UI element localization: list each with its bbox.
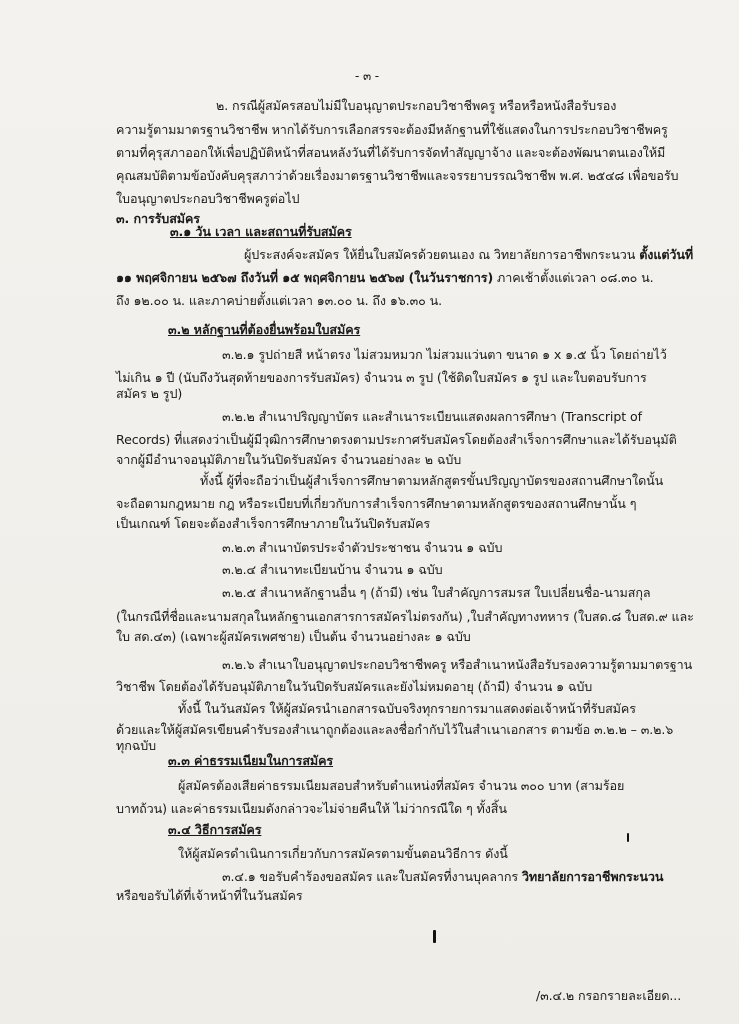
s3-1-line-1 [244,247,693,263]
s3-2-line-11: ๓.๒.๔ สำเนาทะเบียนบ้าน จำนวน ๑ ฉบับ [222,562,443,577]
s3-4-line-3: หรือขอรับได้ที่เจ้าหน้าที่ในวันสมัคร [116,888,303,903]
s3-1-line-1-text: ผู้ประสงค์จะสมัคร ให้ยื่นใบสมัครด้วยตนเอง ณ วิทยาลัยการอาชีพกระนวน [244,247,640,262]
s3-2-line-19: ทุกฉบับ [116,738,156,753]
s3-2-line-8: จะถือตามกฎหมาย กฎ หรือระเบียบที่เกี่ยวกับการสำเร็จการศึกษาตามหลักสูตรของสถานศึกษานั้น ๆ [116,496,637,511]
s3-2-line-3: สมัคร ๒ รูป) [116,386,183,401]
scan-mark [433,930,436,943]
s3-2-line-16: วิชาชีพ โดยต้องได้รับอนุมัติภายในวันปิดรับสมัครและยังไม่หมดอายุ (ถ้ามี) จำนวน ๑ ฉบับ [116,679,593,694]
s3-2-line-7: ทั้งนี้ ผู้ที่จะถือว่าเป็นผู้สำเร็จการศึกษาตามหลักสูตรขั้นปริญญาบัตรของสถานศึกษาใดนั้น [200,473,664,488]
s3-2-line-6: จากผู้มีอำนาจอนุมัติภายในวันปิดรับสมัคร จำนวนอย่างละ ๒ ฉบับ [116,452,462,467]
s3-2-line-4: ๓.๒.๒ สำเนาปริญญาบัตร และสำเนาระเบียนแสดงผลการศึกษา (Transcript of [222,409,642,424]
s3-2-line-5: Records) ที่แสดงว่าเป็นผู้มีวุฒิการศึกษาตรงตามประกาศรับสมัครโดยต้องสำเร็จการศึกษาและได้รับอนุมัติ [116,432,677,447]
s3-4-line-2-text: ๓.๔.๑ ขอรับคำร้องขอสมัคร และใบสมัครที่งานบุคลากร [222,869,522,884]
s3-2-line-1: ๓.๒.๑ รูปถ่ายสี หน้าตรง ไม่สวมหมวก ไม่สวมแว่นตา ขนาด ๑ x ๑.๕ นิ้ว โดยถ่ายไว้ [222,347,667,362]
s3-2-line-14: ใบ สด.๔๓) (เฉพาะผู้สมัครเพศชาย) เป็นต้น จำนวนอย่างละ ๑ ฉบับ [116,629,471,644]
s3-4-college-name: วิทยาลัยการอาชีพกระนวน [521,869,664,884]
s3-2-line-12: ๓.๒.๕ สำเนาหลักฐานอื่น ๆ (ถ้ามี) เช่น ใบสำคัญการสมรส ใบเปลี่ยนชื่อ-นามสกุล [222,585,651,600]
s3-1-line-1-bold: ตั้งแต่วันที่ [639,247,694,262]
section2-line-5: ใบอนุญาตประกอบวิชาชีพครูต่อไป [116,191,300,206]
heading-3-1: ๓.๑ วัน เวลา และสถานที่รับสมัคร [170,224,352,239]
s3-2-line-18: ด้วยและให้ผู้สมัครเขียนคำรับรองสำเนาถูกต้องและลงชื่อกำกับไว้ในสำเนาเอกสาร ตามข้อ ๓.๒.๒ – ๓.๒.๖ [116,722,674,737]
section2-line-4: คุณสมบัติตามข้อบังคับคุรุสภาว่าด้วยเรื่องมาตรฐานวิชาชีพและจรรยาบรรณวิชาชีพ พ.ศ. ๒๕๔๘ เพื่อขอรับ [116,168,679,183]
s3-1-line-2-text: ภาคเช้าตั้งแต่เวลา ๐๘.๓๐ น. [493,270,654,285]
heading-3-3: ๓.๓ ค่าธรรมเนียมในการสมัคร [168,753,334,768]
scan-mark [627,833,629,842]
heading-3-2: ๓.๒ หลักฐานที่ต้องยื่นพร้อมใบสมัคร [168,322,361,337]
section2-line-3: ตามที่คุรุสภาออกให้เพื่อปฏิบัติหน้าที่สอนหลังวันที่ได้รับการจัดทำสัญญาจ้าง และจะต้องพัฒนาตนเองให้มี [116,145,666,160]
heading-3: ๓. การรับสมัคร [116,211,200,226]
s3-2-line-9: เป็นเกณฑ์ โดยจะต้องสำเร็จการศึกษาภายในวันปิดรับสมัคร [116,516,431,531]
s3-2-line-2: ไม่เกิน ๑ ปี (นับถึงวันสุดท้ายของการรับสมัคร) จำนวน ๓ รูป (ใช้ติดใบสมัคร ๑ รูป และใบตอบรับการ [116,370,647,385]
s3-4-line-1: ให้ผู้สมัครดำเนินการเกี่ยวกับการสมัครตามขั้นตอนวิธีการ ดังนี้ [178,846,508,861]
page-number: - ๓ - [355,69,379,83]
section2-line-1: ๒. กรณีผู้สมัครสอบไม่มีใบอนุญาตประกอบวิชาชีพครู หรือหรือหนังสือรับรอง [216,98,617,113]
s3-2-line-13: (ในกรณีที่ชื่อและนามสกุลในหลักฐานเอกสารการสมัครไม่ตรงกัน) ,ใบสำคัญทางทหาร (ใบสด.๘ ใบสด.๙ และ [116,609,694,624]
s3-2-line-17: ทั้งนี้ ในวันสมัคร ให้ผู้สมัครนำเอกสารฉบับจริงทุกรายการมาแสดงต่อเจ้าหน้าที่รับสมัคร [178,701,636,716]
continue-footer: /๓.๔.๒ กรอกรายละเอียด... [536,988,682,1003]
s3-2-line-15: ๓.๒.๖ สำเนาใบอนุญาตประกอบวิชาชีพครู หรือสำเนาหนังสือรับรองความรู้ตามมาตรฐาน [222,657,693,672]
s3-1-line-2 [116,270,654,286]
s3-4-line-2 [222,869,663,885]
s3-1-line-3: ถึง ๑๒.๐๐ น. และภาคบ่ายตั้งแต่เวลา ๑๓.๐๐ น. ถึง ๑๖.๓๐ น. [116,293,442,308]
s3-1-date-range: ๑๑ พฤศจิกายน ๒๕๖๗ ถึงวันที่ ๑๕ พฤศจิกายน ๒๕๖๗ (ในวันราชการ) [116,270,494,285]
s3-3-line-1: ผู้สมัครต้องเสียค่าธรรมเนียมสอบสำหรับตำแหน่งที่สมัคร จำนวน ๓๐๐ บาท (สามร้อย [178,778,625,793]
s3-3-line-2: บาทถ้วน) และค่าธรรมเนียมดังกล่าวจะไม่จ่ายคืนให้ ไม่ว่ากรณีใด ๆ ทั้งสิ้น [116,801,507,816]
section2-line-2: ความรู้ตามมาตรฐานวิชาชีพ หากได้รับการเลือกสรรจะต้องมีหลักฐานที่ใช้แสดงในการประกอบวิชาชีพครู [116,122,668,137]
s3-2-line-10: ๓.๒.๓ สำเนาบัตรประจำตัวประชาชน จำนวน ๑ ฉบับ [222,540,503,555]
heading-3-4: ๓.๔ วิธีการสมัคร [168,822,262,837]
